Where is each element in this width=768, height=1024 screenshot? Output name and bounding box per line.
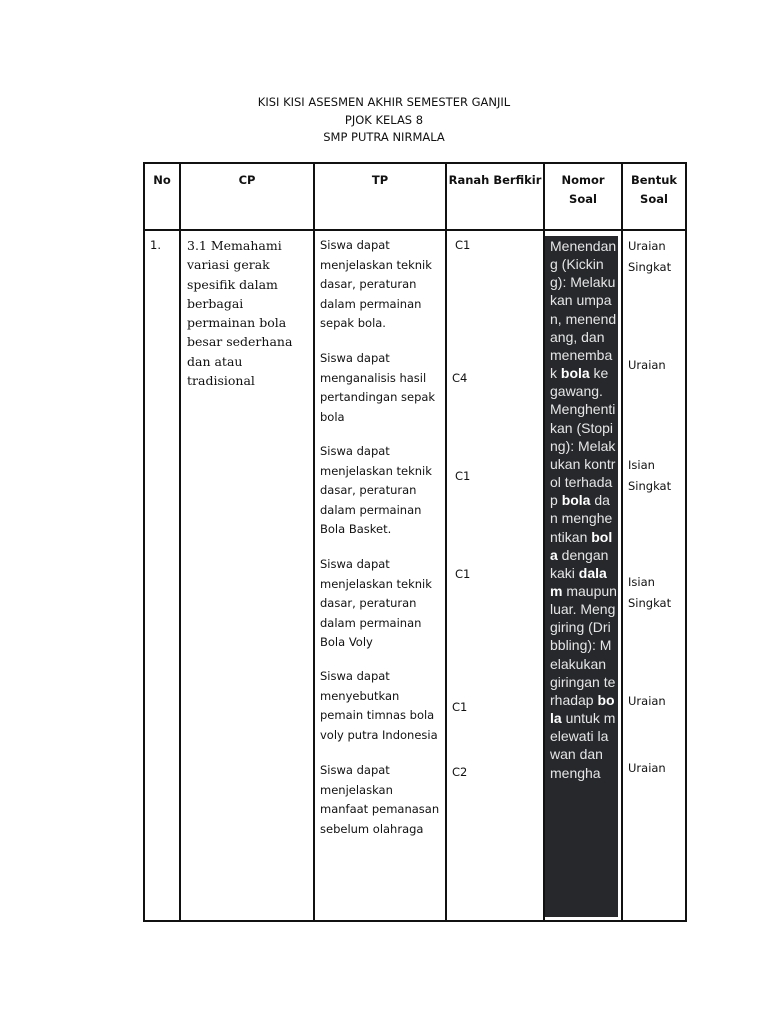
table-border-right xyxy=(685,162,687,922)
column-header-nomor-line2: Soal xyxy=(569,192,597,206)
row-number: 1. xyxy=(150,238,161,252)
column-divider xyxy=(313,162,315,922)
column-divider xyxy=(621,162,623,922)
ranah-item-5: C1 xyxy=(452,700,468,714)
column-header-tp: TP xyxy=(371,173,389,187)
tp-item-6: Siswa dapat menjelaskan manfaat pemanasan sebelum olahraga xyxy=(320,763,440,836)
bentuk-item-2: Uraian xyxy=(628,358,666,372)
nomor-soal-bold-segment: dalam xyxy=(550,564,607,599)
bentuk-item-1: Uraian Singkat xyxy=(628,239,672,274)
column-header-nomor-soal xyxy=(545,171,621,209)
bentuk-item-3: Isian Singkat xyxy=(628,458,672,493)
column-header-nomor-line1: Nomor xyxy=(561,173,605,187)
nomor-soal-segment: Menendang (Kicking): Melakukan umpan, menendang, dan menembak xyxy=(550,238,617,382)
document-header xyxy=(0,94,768,147)
cp-text: 3.1 Memahami variasi gerak spesifik dalam berbagai permainan bola besar sederhana dan atau tradisional xyxy=(187,238,293,389)
nomor-soal-segment: dan menghentikan xyxy=(550,492,613,545)
ranah-item-2: C4 xyxy=(452,371,468,385)
nomor-soal-bold-segment: bola xyxy=(550,691,615,727)
column-header-bentuk-line2: Soal xyxy=(640,192,668,206)
bentuk-item-5: Uraian xyxy=(628,694,666,708)
header-subject: PJOK KELAS 8 xyxy=(344,112,424,127)
nomor-soal-segment: ke gawang. Menghentikan (Stoping): Melakukan kontrol terhadap xyxy=(550,365,616,509)
column-divider xyxy=(445,162,447,922)
ranah-item-3: C1 xyxy=(455,469,471,483)
table-border-bottom xyxy=(143,920,687,922)
column-header-bentuk-soal xyxy=(623,171,685,209)
table-border-left xyxy=(143,162,145,922)
header-school: SMP PUTRA NIRMALA xyxy=(323,130,445,144)
tp-item-4: Siswa dapat menjelaskan teknik dasar, peraturan dalam permainan Bola Voly xyxy=(320,557,432,649)
column-divider xyxy=(179,162,181,922)
column-header-bentuk-line1: Bentuk xyxy=(630,173,678,187)
bentuk-item-6: Uraian xyxy=(628,761,666,775)
ranah-item-4: C1 xyxy=(455,567,471,581)
column-header-ranah: Ranah Berfikir xyxy=(448,173,542,187)
nomor-soal-segment: dengan kaki xyxy=(550,546,609,581)
column-header-cp: CP xyxy=(238,173,256,187)
header-title: KISI KISI ASESMEN AKHIR SEMESTER GANJIL xyxy=(257,95,511,109)
tp-item-5: Siswa dapat menyebutkan pemain timnas bola voly putra Indonesia xyxy=(320,669,438,742)
bentuk-item-4: Isian Singkat xyxy=(628,575,672,610)
header-row-divider xyxy=(143,229,687,231)
ranah-item-1: C1 xyxy=(455,238,471,252)
nomor-soal-segment: maupun luar. Menggiring (Dribbling): Melakukan giringan terhadap xyxy=(550,582,617,708)
ranah-item-6: C2 xyxy=(452,765,468,779)
column-header-no: No xyxy=(153,173,171,187)
tp-item-1: Siswa dapat menjelaskan teknik dasar, peraturan dalam permainan sepak bola. xyxy=(320,238,432,330)
nomor-soal-segment: untuk melewati lawan dan mengha xyxy=(550,710,616,781)
tp-item-3: Siswa dapat menjelaskan teknik dasar, peraturan dalam permainan Bola Basket. xyxy=(320,444,432,536)
tp-item-2: Siswa dapat menganalisis hasil pertandingan sepak bola xyxy=(320,351,436,424)
nomor-soal-bold-segment: bola xyxy=(550,528,613,563)
table-border-top xyxy=(143,162,687,164)
nomor-soal-bold-segment: bola xyxy=(560,365,590,382)
nomor-soal-text xyxy=(550,237,617,916)
nomor-soal-bold-segment: bola xyxy=(561,492,591,509)
